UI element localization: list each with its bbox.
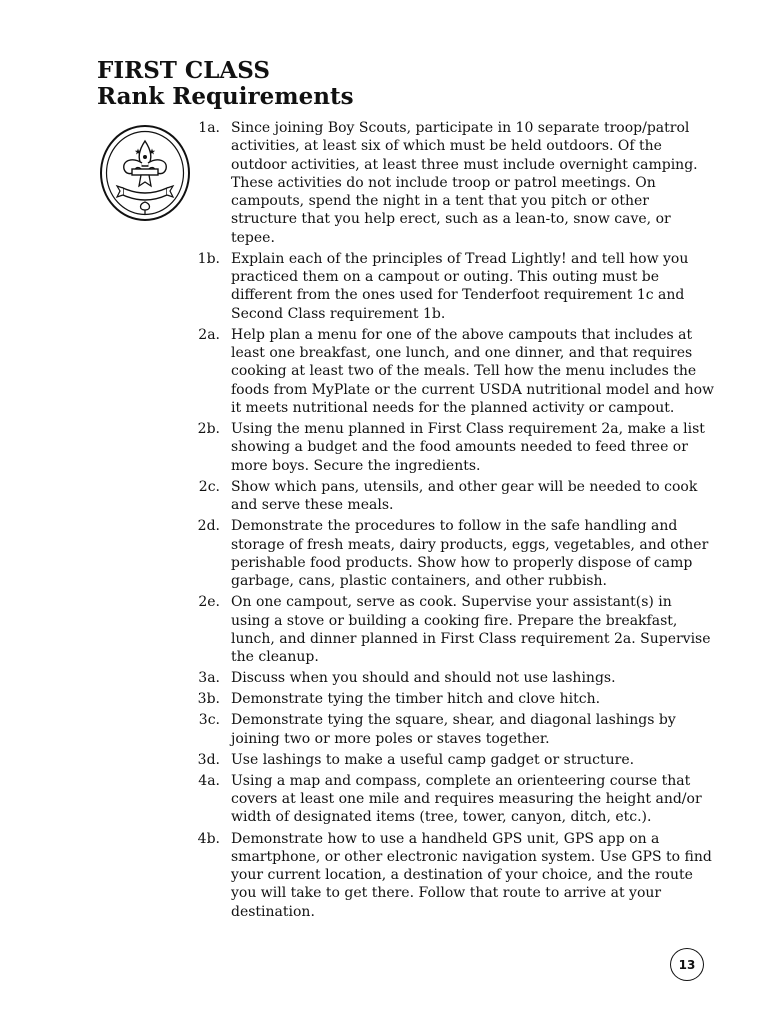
requirement-text: Discuss when you should and should not use lashings. [231,670,616,687]
requirement-item [186,772,714,827]
requirement-item [186,593,714,666]
requirement-id: 1b. [197,250,220,267]
requirement-id: 2a. [198,326,220,343]
requirement-id: 4b. [197,830,220,847]
requirement-item [186,690,714,708]
page-title [97,58,354,110]
title-line-1: FIRST CLASS [97,57,270,84]
requirement-text: Using the menu planned in First Class requirement 2a, make a list showing a budget and the food amounts needed to feed three or more boys. Secure the ingredients. [231,421,705,474]
requirement-id: 2b. [197,421,220,438]
requirement-item [186,751,714,769]
requirement-text: Using a map and compass, complete an orienteering course that covers at least one mile and requires measuring the height and/or width of designated items (tree, tower, canyon, ditch, etc.). [231,772,702,826]
requirement-text: Demonstrate tying the timber hitch and clove hitch. [231,691,601,708]
requirement-id: 4a. [198,772,220,789]
requirement-text: Demonstrate how to use a handheld GPS unit, GPS app on a smartphone, or other electronic navigation system. Use GPS to find your current location, a destination of your choice, and the route you will take to get there. Follow that route to arrive at your destination. [231,830,712,920]
requirement-item [186,250,714,323]
requirement-item [186,119,714,247]
requirement-item [186,420,714,475]
requirement-id: 2e. [198,594,220,611]
requirement-id: 2d. [197,518,220,535]
requirement-text: Demonstrate the procedures to follow in the safe handling and storage of fresh meats, dairy products, eggs, vegetables, and other perishable food products. Show how to properly dispose of camp garbage, cans, plastic containers, and other rubbish. [231,518,709,590]
requirement-text: Use lashings to make a useful camp gadget or structure. [231,751,635,768]
requirement-id: 1a. [198,120,220,136]
requirement-item [186,711,714,748]
requirement-id: 2c. [198,478,220,495]
requirement-item [186,830,714,921]
requirement-text: Since joining Boy Scouts, participate in 10 separate troop/patrol activities, at least six of which must be held outdoors. Of the outdoor activities, at least three must include overnight camping. These activities do not include troop or patrol meetings. On campouts, spend the night in a tent that you pitch or other structure that you help erect, such as a lean-to, snow cave, or tepee. [231,120,698,246]
requirement-id: 3a. [198,670,220,687]
requirement-id: 3b. [197,691,220,708]
requirements-list [186,119,714,924]
requirement-id: 3c. [198,712,220,729]
requirement-item [186,326,714,417]
title-line-2: Rank Requirements [97,83,354,110]
requirement-text: Explain each of the principles of Tread Lightly! and tell how you practiced them on a campout or outing. This outing must be different from the ones used for Tenderfoot requirement 1c and Second Class requirement 1b. [231,250,689,322]
requirement-item [186,478,714,515]
first-class-badge-icon [99,124,191,222]
requirement-id: 3d. [197,751,220,768]
page-number: 13 [670,948,704,981]
requirement-text: Show which pans, utensils, and other gear will be needed to cook and serve these meals. [231,478,698,514]
requirement-text: Demonstrate tying the square, shear, and diagonal lashings by joining two or more poles or staves together. [231,712,676,747]
requirement-item [186,669,714,687]
requirement-text: Help plan a menu for one of the above campouts that includes at least one breakfast, one lunch, and one dinner, and that requires cooking at least two of the meals. Tell how the menu includes the foods from MyPlate or the current USDA nutritional model and how it meets nutritional needs for the planned activity or campout. [231,326,714,417]
requirement-item [186,517,714,590]
requirement-text: On one campout, serve as cook. Supervise your assistant(s) in using a stove or building a cooking fire. Prepare the breakfast, lunch, and dinner planned in First Class requirement 2a. Supervise the cleanup. [231,594,711,666]
